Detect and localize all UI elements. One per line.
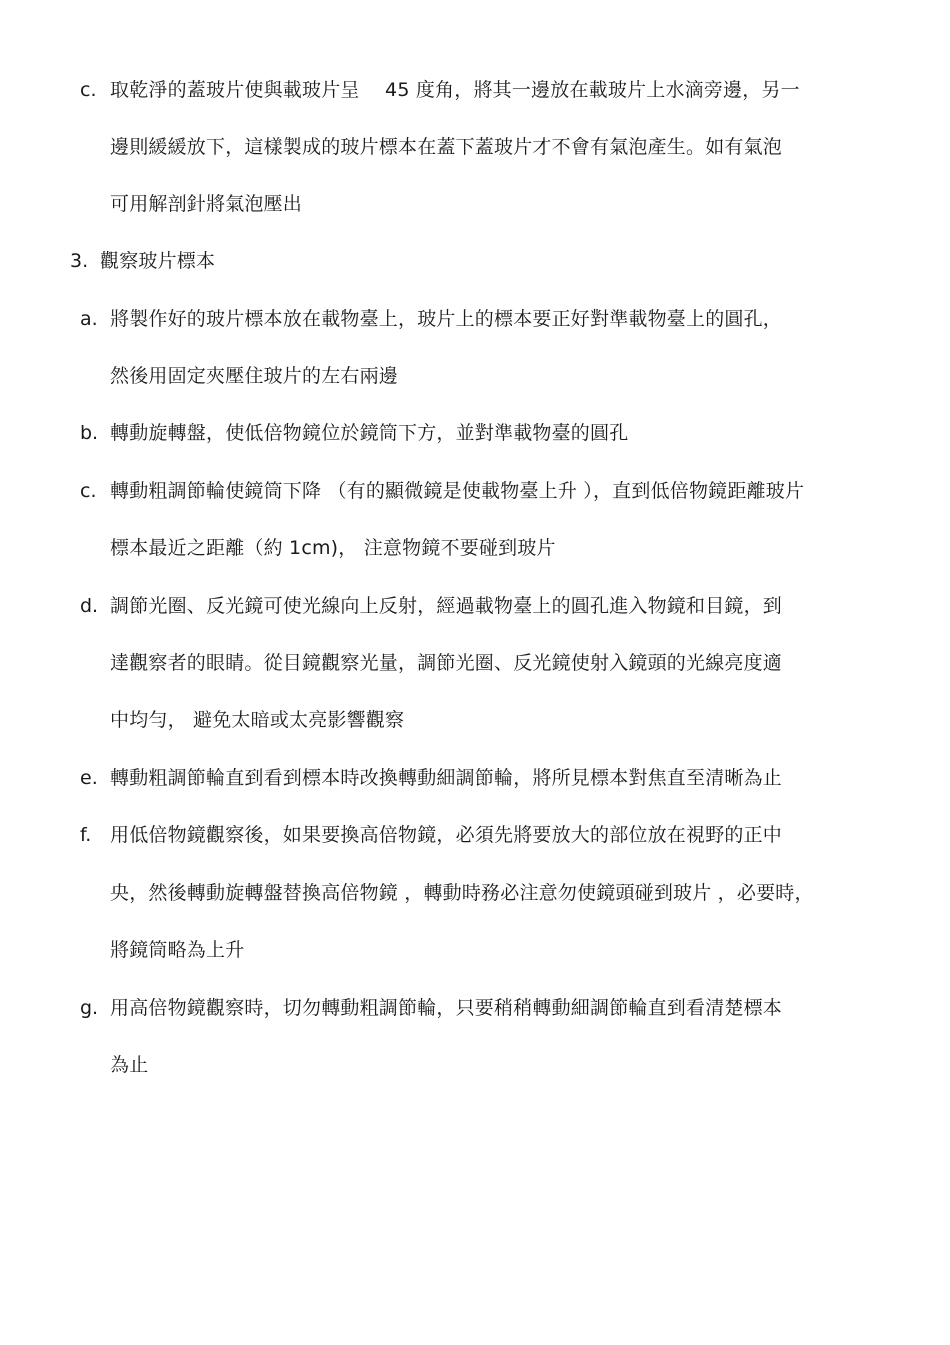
item-marker: g. [80, 997, 99, 1019]
item-text-line: 轉動粗調節輪直到看到標本時改換轉動細調節輪，將所見標本對焦直至清晰為止 [110, 767, 783, 789]
item-marker: a. [80, 308, 98, 330]
item-text-line: 將製作好的玻片標本放在載物臺上，玻片上的標本要正好對準載物臺上的圓孔， [110, 308, 783, 330]
item-text-line: 調節光圈、反光鏡可使光線向上反射，經過載物臺上的圓孔進入物鏡和目鏡，到 [110, 595, 783, 617]
item-text-line: 用高倍物鏡觀察時，切勿轉動粗調節輪，只要稍稍轉動細調節輪直到看清楚標本 [110, 997, 783, 1019]
section-number: 3. [70, 250, 89, 272]
section-heading: 觀察玻片標本 [100, 250, 216, 272]
item-text-line: 標本最近之距離（約 1cm)， 注意物鏡不要碰到玻片 [110, 537, 556, 559]
item-text-line: 中均勻， 避免太暗或太亮影響觀察 [110, 709, 405, 731]
item-marker: d. [80, 595, 99, 617]
item-marker: b. [80, 422, 99, 444]
item-text-line: 邊則緩緩放下，這樣製成的玻片標本在蓋下蓋玻片才不會有氣泡產生。如有氣泡 [110, 136, 783, 158]
item-text-line: 將鏡筒略為上升 [110, 939, 245, 961]
item-text-line: 央，然後轉動旋轉盤替換高倍物鏡 ，轉動時務必注意勿使鏡頭碰到玻片 ，必要時， [110, 882, 814, 904]
item-marker: f. [80, 824, 92, 846]
item-marker: e. [80, 767, 98, 789]
item-text-line: 用低倍物鏡觀察後，如果要換高倍物鏡，必須先將要放大的部位放在視野的正中 [110, 824, 783, 846]
item-text-line: 轉動旋轉盤，使低倍物鏡位於鏡筒下方，並對準載物臺的圓孔 [110, 422, 629, 444]
item-marker: c. [80, 79, 97, 101]
item-text-line: 然後用固定夾壓住玻片的左右兩邊 [110, 365, 399, 387]
item-text-line: 達觀察者的眼睛。從目鏡觀察光量，調節光圈、反光鏡使射入鏡頭的光線亮度適 [110, 652, 783, 674]
item-text-line: 轉動粗調節輪使鏡筒下降 （有的顯微鏡是使載物臺上升 ），直到低倍物鏡距離玻片 [110, 480, 805, 502]
item-marker: c. [80, 480, 97, 502]
item-text-line: 取乾淨的蓋玻片使與載玻片呈 45 度角，將其一邊放在載玻片上水滴旁邊，另一 [110, 79, 800, 101]
item-text-line: 為止 [110, 1054, 149, 1076]
item-text-line: 可用解剖針將氣泡壓出 [110, 193, 303, 215]
